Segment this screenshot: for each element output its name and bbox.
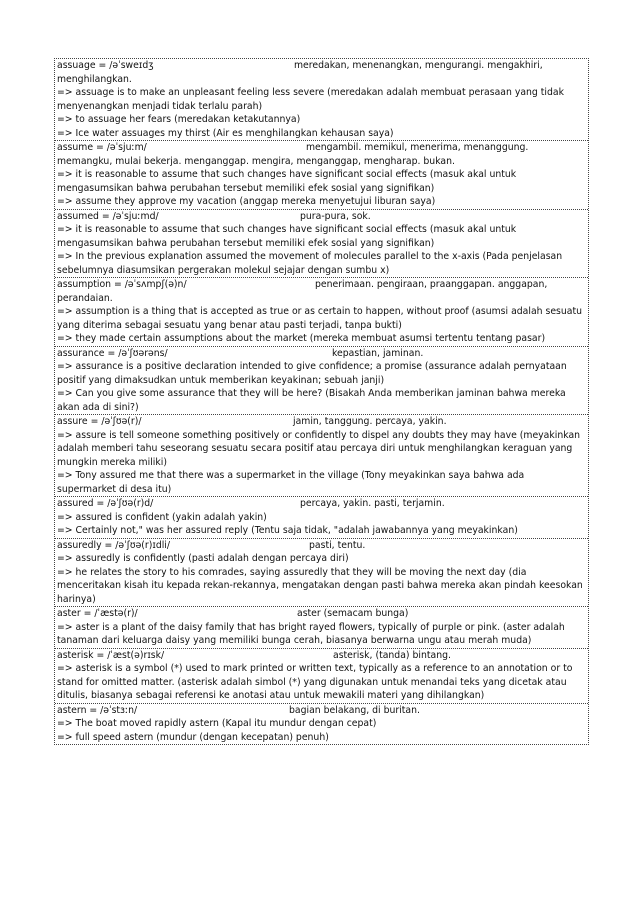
entry-assumed <box>55 209 588 278</box>
entry-meaning: percaya, yakin. pasti, terjamin. <box>300 498 445 509</box>
entry-line: => to assuage her fears (meredakan ketakutannya) <box>57 114 301 125</box>
entry-head <box>57 347 586 361</box>
entry-word: assumption = /əˈsʌmpʃ(ə)n/ <box>57 279 187 290</box>
entry-line: => aster is a plant of the daisy family that has bright rayed flowers, typically of purple or pink. (aster adalah tanaman dari keluarga daisy yang memiliki bunga cerah, biasanya berwarna ungu atau merah muda) <box>57 621 565 646</box>
entry-assuage <box>55 59 588 140</box>
entry-word: assured = /əˈʃʊə(r)d/ <box>57 498 154 509</box>
entry-line: => assume they approve my vacation (anggap mereka menyetujui liburan saya) <box>57 196 436 207</box>
entry-head <box>57 59 586 73</box>
entry-word: assure = /əˈʃʊə(r)/ <box>57 416 142 427</box>
dictionary-page <box>54 58 589 745</box>
entry-line: => assumption is a thing that is accepted as true or as certain to happen, without proof (asumsi adalah sesuatu yang diterima sebagai sesuatu yang benar atau pasti terjadi, tanpa bukti) <box>57 306 583 331</box>
entry-head <box>57 607 586 621</box>
entry-line: => assuredly is confidently (pasti adalah dengan percaya diri) <box>57 553 349 564</box>
entry-meaning: kepastian, jaminan. <box>332 347 424 359</box>
entry-assuredly <box>55 538 588 607</box>
entry-line: => The boat moved rapidly astern (Kapal itu mundur dengan cepat) <box>57 718 377 729</box>
entry-line: => assured is confident (yakin adalah yakin) <box>57 511 267 523</box>
entry-assured <box>55 496 588 538</box>
entry-line: => Tony assured me that there was a supermarket in the village (Tony meyakinkan saya bahwa ada supermarket di desa itu) <box>57 470 525 495</box>
entry-word: assume = /əˈsjuːm/ <box>57 142 147 153</box>
entry-asterisk <box>55 648 588 703</box>
entry-word: assurance = /əˈʃʊərəns/ <box>57 347 168 359</box>
entry-line: => Ice water assuages my thirst (Air es menghilangkan kehausan saya) <box>57 127 394 139</box>
entry-line: => full speed astern (mundur (dengan kecepatan) penuh) <box>57 731 329 743</box>
entry-line: => asterisk is a symbol (*) used to mark printed or written text, typically as a reference to an annotation or to stand for omitted matter. (asterisk adalah simbol (*) yang digunakan untuk menandai teks yang dicetak atau ditulis, biasanya sebagai referensi ke anotasi atau untuk mewakili materi yang dihilangkan) <box>57 663 573 701</box>
entry-meaning: bagian belakang, di buritan. <box>289 704 420 716</box>
entry-line: => assuage is to make an unpleasant feeling less severe (meredakan adalah membuat perasaan yang tidak menyenangkan menjadi tidak terlalu parah) <box>57 87 564 112</box>
entry-line: menghilangkan. <box>57 73 132 85</box>
entry-head <box>57 415 586 429</box>
entry-line: => it is reasonable to assume that such changes have significant social effects (masuk akal untuk mengasumsikan bahwa perubahan tersebut memiliki efek sosial yang signifikan) <box>57 169 517 194</box>
entry-line: memangku, mulai bekerja. menganggap. mengira, menganggap, mengharap. bukan. <box>57 155 455 167</box>
entry-line: => assurance is a positive declaration intended to give confidence; a promise (assurance adalah pernyataan positif yang dimaksudkan untuk memberikan keyakinan; sebuah janji) <box>57 361 567 386</box>
entry-assume <box>55 140 588 209</box>
entry-head <box>57 278 586 292</box>
entry-meaning: penerimaan. pengiraan, praanggapan. anggapan, <box>315 279 548 290</box>
entry-head <box>57 649 586 663</box>
entry-word: aster = /ˈæstə(r)/ <box>57 608 138 619</box>
entry-line: => assure is tell someone something positively or confidently to dispel any doubts they may have (meyakinkan adalah memberi tahu seseorang sesuatu secara positif atau percaya diri untuk menghilangkan keraguan yang mungkin mereka miliki) <box>57 429 581 468</box>
entry-astern <box>55 703 588 745</box>
entry-word: assumed = /əˈsjuːmd/ <box>57 210 159 222</box>
entry-meaning: aster (semacam bunga) <box>297 608 409 619</box>
entry-head <box>57 539 586 553</box>
entry-head <box>57 141 586 155</box>
entry-word: assuredly = /əˈʃʊə(r)ɪdli/ <box>57 539 171 551</box>
entry-meaning: mengambil. memikul, menerima, menanggung. <box>306 142 529 153</box>
entry-word: astern = /əˈstɜːn/ <box>57 704 138 716</box>
entry-meaning: meredakan, menenangkan, mengurangi. mengakhiri, <box>294 60 543 71</box>
entry-assumption <box>55 277 588 346</box>
entry-meaning: pura-pura, sok. <box>300 210 371 222</box>
entry-line: => it is reasonable to assume that such changes have significant social effects (masuk akal untuk mengasumsikan bahwa perubahan tersebut memiliki efek sosial yang signifikan) <box>57 224 517 249</box>
entry-aster <box>55 606 588 648</box>
entry-line: perandaian. <box>57 292 113 304</box>
entry-assure <box>55 414 588 496</box>
entry-line: => Can you give some assurance that they will be here? (Bisakah Anda memberikan jaminan bahwa mereka akan ada di sini?) <box>57 388 566 413</box>
entry-word: asterisk = /ˈæst(ə)rɪsk/ <box>57 649 165 661</box>
entry-meaning: jamin, tanggung. percaya, yakin. <box>293 416 447 427</box>
entry-assurance <box>55 346 588 415</box>
entry-meaning: pasti, tentu. <box>309 539 366 551</box>
entry-word: assuage = /əˈsweɪdʒ <box>57 60 154 71</box>
entry-line: => In the previous explanation assumed the movement of molecules parallel to the x-axis (Pada penjelasan sebelumnya diasumsikan pergerakan molekul sejajar dengan sumbu x) <box>57 251 563 276</box>
entry-head <box>57 497 586 511</box>
entry-head <box>57 704 586 718</box>
entry-line: => he relates the story to his comrades, saying assuredly that they will be moving the next day (dia menceritakan kisah itu kepada rekan-rekannya, mengatakan dengan pasti bahwa mereka akan pindah keesokan harinya) <box>57 566 583 605</box>
entry-line: => Certainly not," was her assured reply (Tentu saja tidak, "adalah jawabannya yang meyakinkan) <box>57 525 518 536</box>
entry-line: => they made certain assumptions about the market (mereka membuat asumsi tertentu tentang pasar) <box>57 333 546 344</box>
entry-meaning: asterisk, (tanda) bintang. <box>333 649 451 661</box>
entry-head <box>57 210 586 224</box>
